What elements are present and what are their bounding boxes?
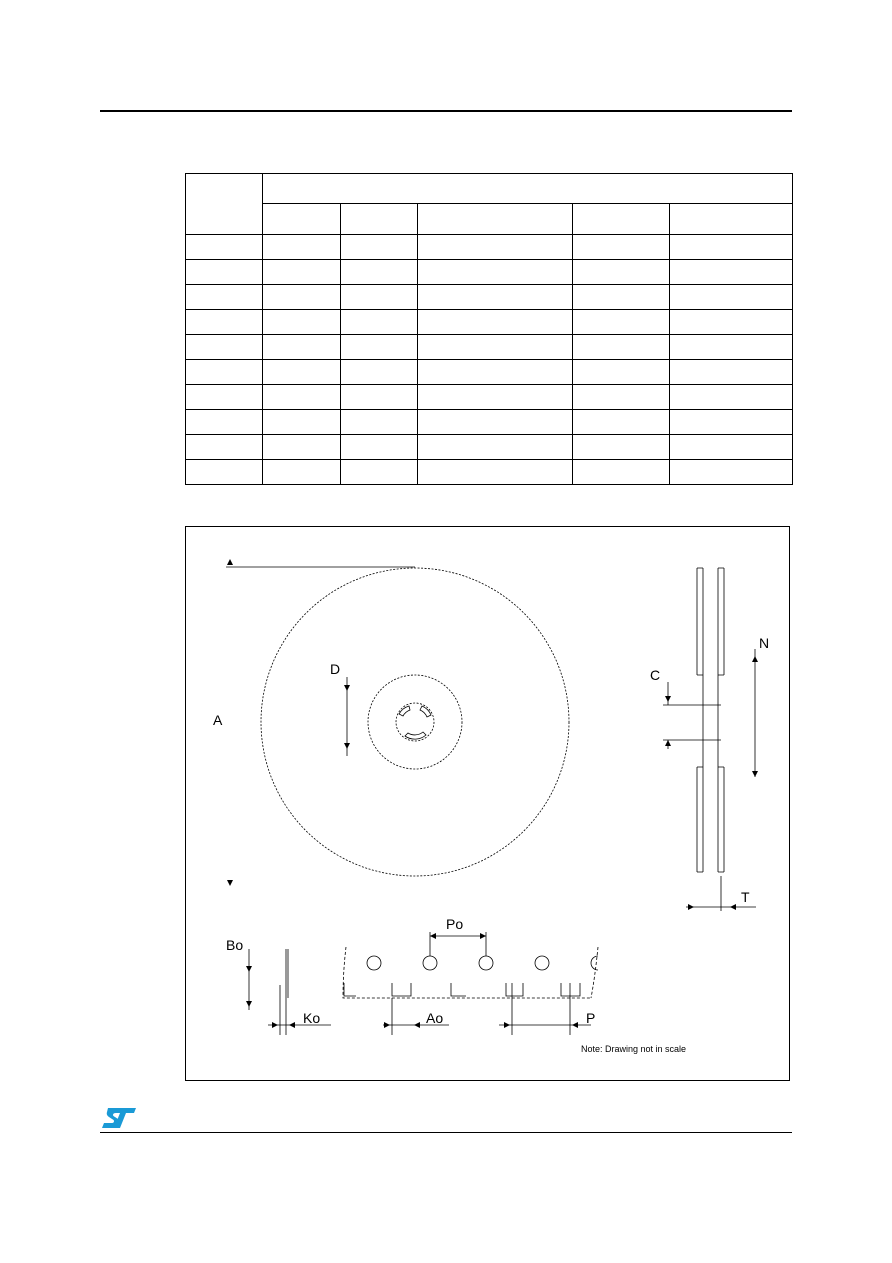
dim-a-arrow-bottom (227, 880, 233, 886)
dim-ao-arrow-right (414, 1022, 420, 1028)
table-row (186, 460, 793, 485)
table-cell (263, 335, 341, 360)
dim-d-arrow-top (344, 685, 350, 691)
label-ao: Ao (426, 1010, 444, 1026)
table-cell (670, 435, 793, 460)
table-cell (418, 360, 573, 385)
label-ko: Ko (303, 1010, 321, 1026)
table-cell (263, 385, 341, 410)
label-n: N (759, 635, 770, 651)
table-cell (573, 435, 670, 460)
table-cell (573, 260, 670, 285)
table-cell (573, 285, 670, 310)
table-cell (341, 285, 418, 310)
dim-n-arrow-bottom (752, 771, 758, 777)
table-cell (186, 310, 263, 335)
table-header-cell (263, 204, 341, 235)
table-row (186, 260, 793, 285)
table-cell (670, 460, 793, 485)
st-logo-icon (100, 1106, 138, 1130)
dim-ko-arrow-right (289, 1022, 295, 1028)
dim-a-arrow-top (227, 559, 233, 565)
label-p: P (586, 1010, 596, 1026)
table-row (186, 360, 793, 385)
footer-rule (100, 1132, 792, 1133)
table-cell (341, 235, 418, 260)
table-header-cell (341, 204, 418, 235)
table-cell (573, 385, 670, 410)
table-cell (341, 460, 418, 485)
dim-p-arrow-right (572, 1022, 578, 1028)
table-cell (186, 335, 263, 360)
table-cell (186, 360, 263, 385)
table-cell (418, 435, 573, 460)
table-cell (263, 460, 341, 485)
table-cell (418, 260, 573, 285)
table-row (186, 435, 793, 460)
table-cell (418, 410, 573, 435)
table-cell (263, 435, 341, 460)
table-cell (418, 310, 573, 335)
table-cell (341, 260, 418, 285)
table-cell (418, 335, 573, 360)
sprocket-hole (535, 956, 549, 970)
dim-t-arrow-left (688, 904, 694, 910)
table-cell (573, 235, 670, 260)
table-cell (341, 435, 418, 460)
flange-lower-left (697, 767, 703, 872)
table-cell (263, 410, 341, 435)
table-cell (186, 285, 263, 310)
reel-drawing-frame (185, 526, 790, 1081)
table-header-row (186, 174, 793, 204)
table-header-cell (186, 174, 263, 235)
table-cell (670, 385, 793, 410)
table-cell (341, 310, 418, 335)
sprocket-hole (479, 956, 493, 970)
dim-bo-arrow-top (246, 966, 252, 972)
table-subheader-row (186, 204, 793, 235)
table-cell (573, 335, 670, 360)
table-cell (670, 360, 793, 385)
table-cell (186, 435, 263, 460)
flange-lower-right (718, 767, 724, 872)
spindle-key-notches (399, 706, 431, 739)
table-cell (263, 235, 341, 260)
table-cell (186, 460, 263, 485)
table-cell (186, 260, 263, 285)
dim-d-arrow-bottom (344, 743, 350, 749)
header-rule (100, 110, 792, 112)
table-cell (186, 385, 263, 410)
table-cell (670, 235, 793, 260)
table-cell (341, 410, 418, 435)
table-cell (670, 335, 793, 360)
table-cell (341, 335, 418, 360)
table-cell (186, 410, 263, 435)
dim-n-arrow-top (752, 656, 758, 662)
table-header-cell (573, 204, 670, 235)
dim-t-arrow-right (730, 904, 736, 910)
dim-c-arrow-bottom (665, 740, 671, 746)
table-row (186, 335, 793, 360)
table-cell (263, 285, 341, 310)
table-cell (341, 385, 418, 410)
table-cell (418, 235, 573, 260)
table-cell (573, 360, 670, 385)
label-t: T (741, 889, 750, 905)
label-d: D (330, 661, 341, 677)
table-cell (418, 460, 573, 485)
reel-hub-outline (368, 675, 462, 769)
table-row (186, 410, 793, 435)
table-cell (263, 260, 341, 285)
flange-upper-right (718, 568, 724, 675)
table-cell (263, 310, 341, 335)
table-header-cell (263, 174, 793, 204)
table-row (186, 285, 793, 310)
drawing-note: Note: Drawing not in scale (581, 1044, 687, 1054)
table-cell (186, 235, 263, 260)
table-cell (670, 285, 793, 310)
table-header-cell (670, 204, 793, 235)
dim-ao-arrow-left (384, 1022, 390, 1028)
carrier-tape-right-edge (591, 947, 598, 998)
label-c: C (650, 667, 661, 683)
carrier-tape-pockets (344, 983, 580, 996)
label-bo: Bo (226, 937, 244, 953)
dim-bo-arrow-bottom (246, 1001, 252, 1007)
sprocket-hole (367, 956, 381, 970)
table-cell (341, 360, 418, 385)
table-cell (670, 310, 793, 335)
table-cell (573, 410, 670, 435)
table-row (186, 310, 793, 335)
dim-ko-arrow-left (272, 1022, 278, 1028)
label-po: Po (446, 916, 464, 932)
table-cell (418, 285, 573, 310)
flange-upper-left (697, 568, 703, 675)
dim-p-arrow-left (504, 1022, 510, 1028)
dim-po-arrow-right (480, 933, 486, 939)
dim-po-arrow-left (430, 933, 436, 939)
table-cell (418, 385, 573, 410)
table-cell (670, 410, 793, 435)
reel-outer-outline (261, 568, 569, 876)
reel-tape-drawing (186, 527, 791, 1082)
label-a: A (213, 712, 223, 728)
dim-c-arrow-top (665, 696, 671, 702)
table-cell (263, 360, 341, 385)
tape-reel-dimensions-table (185, 173, 793, 485)
table-row (186, 235, 793, 260)
reel-hub-side (703, 675, 718, 767)
table-cell (573, 460, 670, 485)
sprocket-hole (423, 956, 437, 970)
table-header-cell (418, 204, 573, 235)
table-cell (670, 260, 793, 285)
carrier-tape-left-edge (343, 947, 591, 998)
table-cell (573, 310, 670, 335)
table-row (186, 385, 793, 410)
